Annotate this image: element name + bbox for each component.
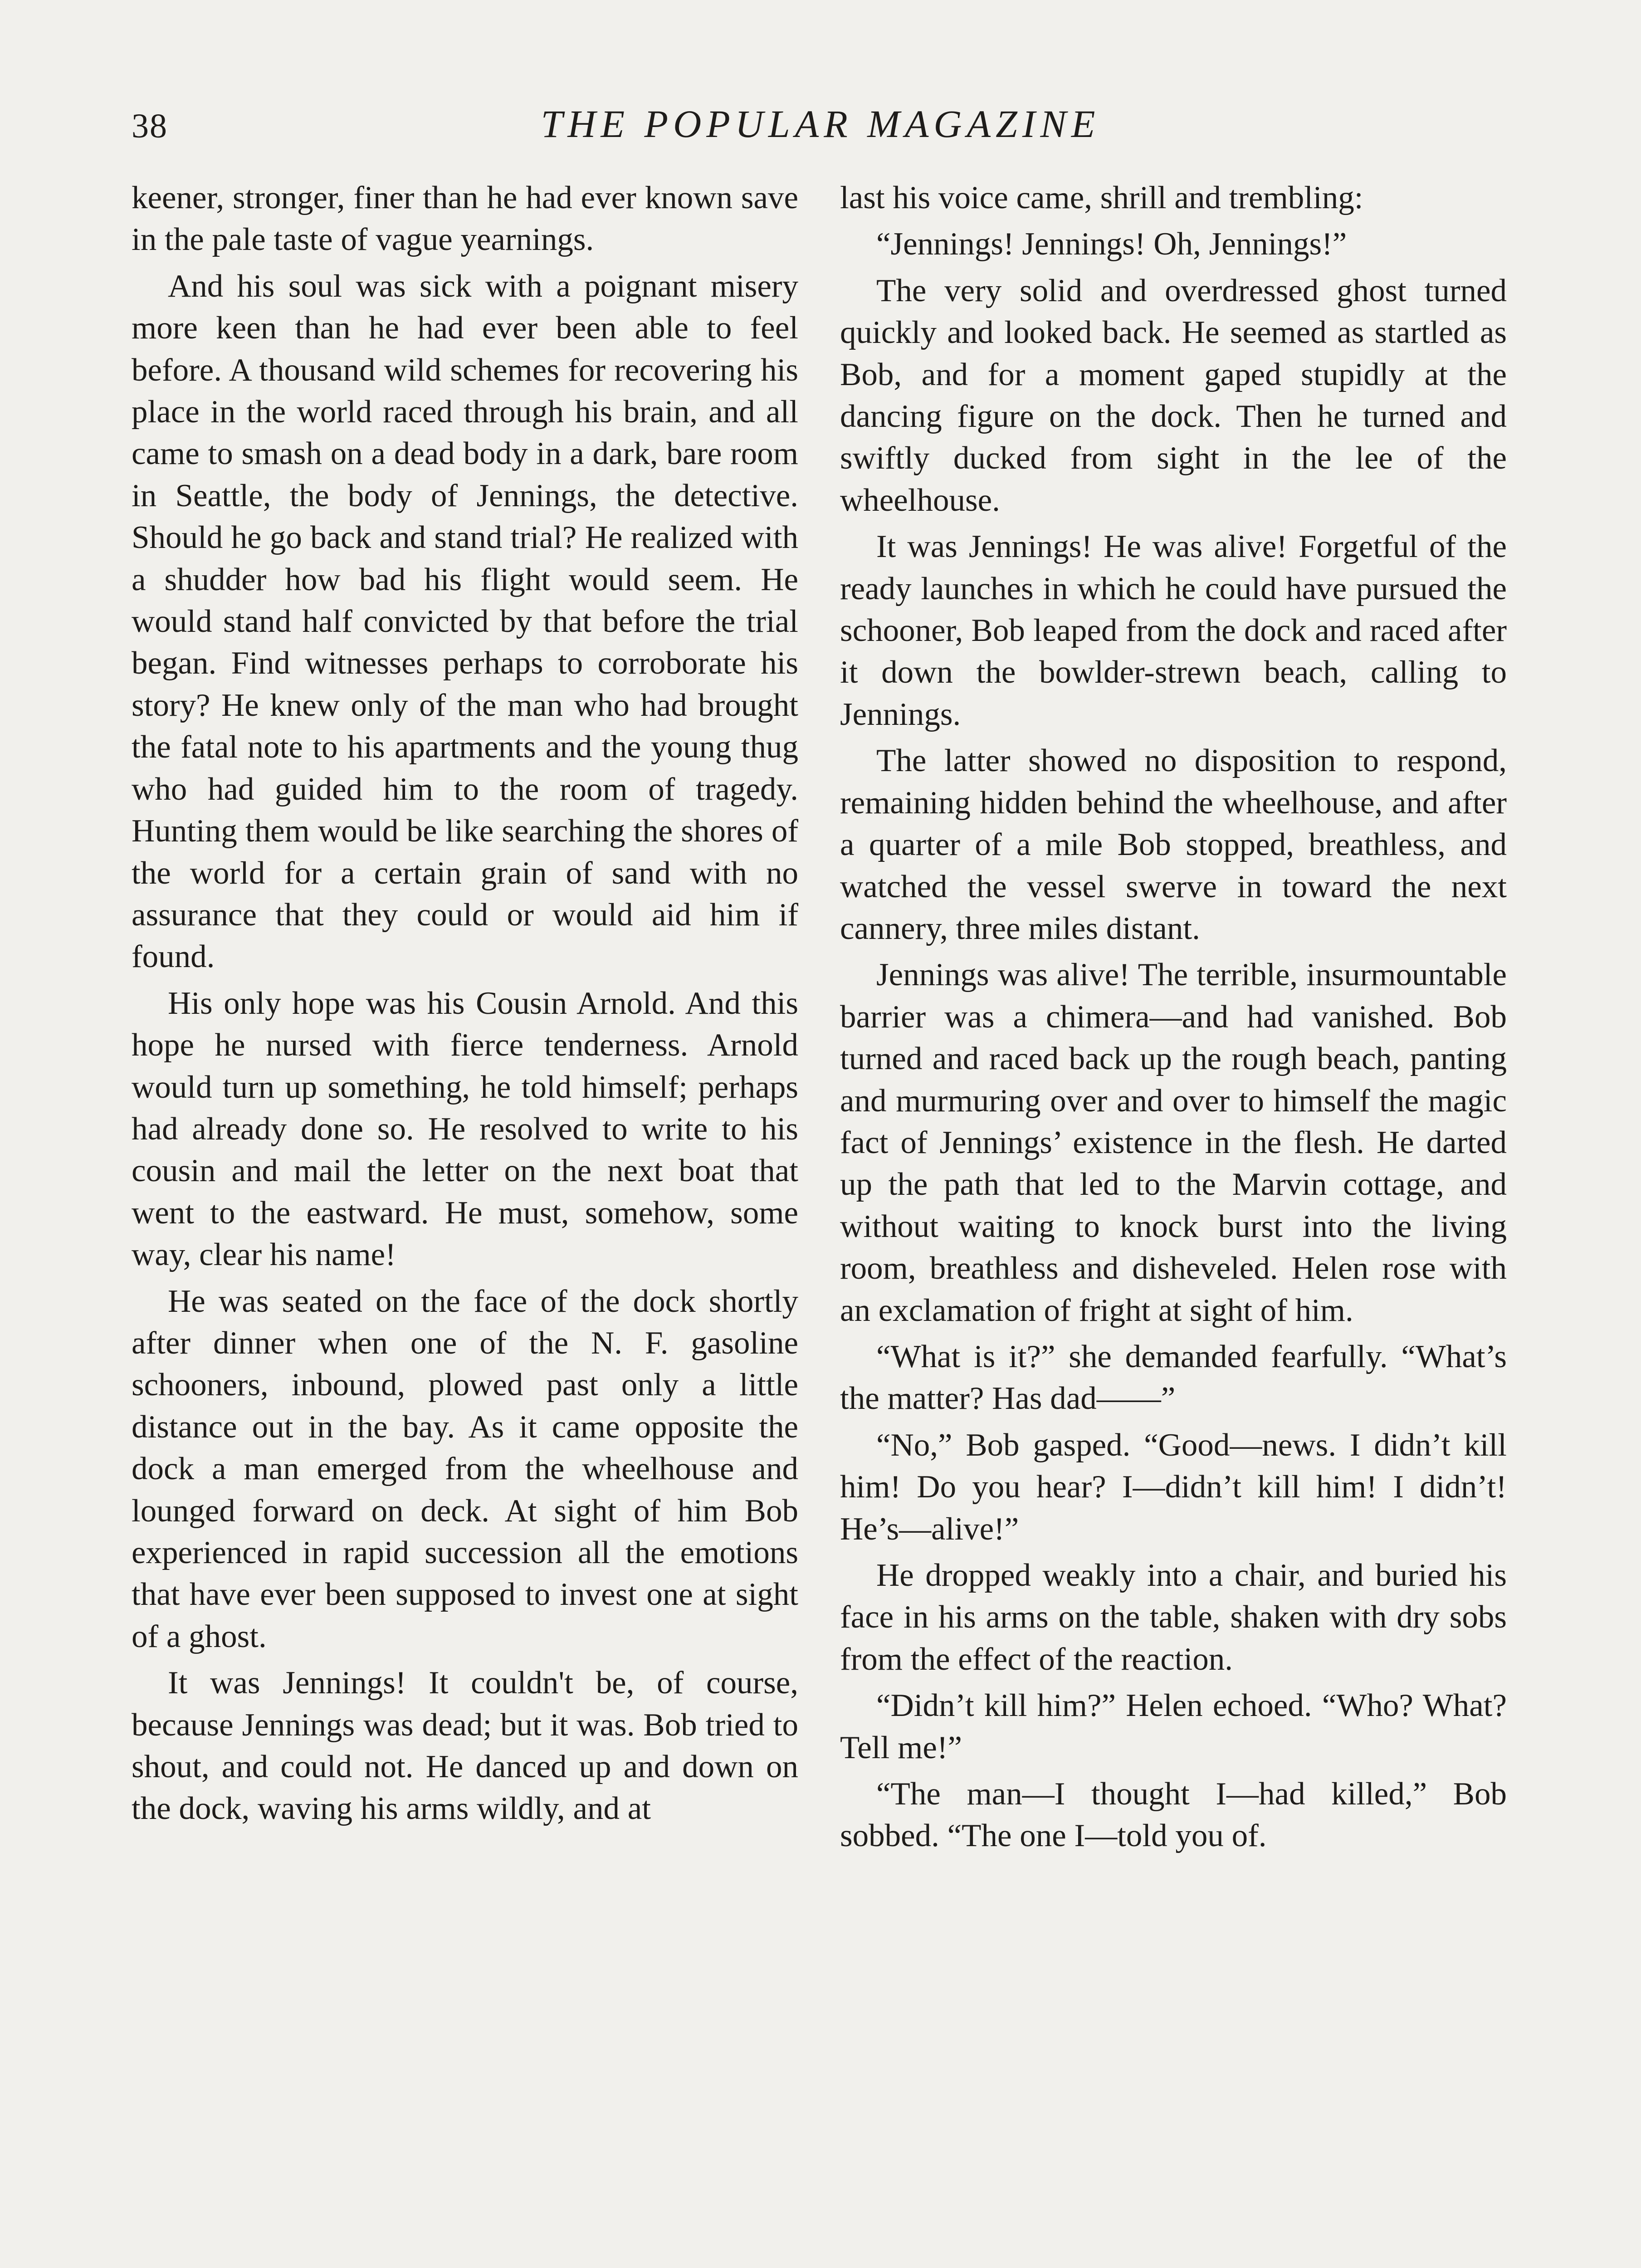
running-title: THE POPULAR MAGAZINE bbox=[541, 102, 1100, 146]
left-column bbox=[132, 177, 798, 1830]
paragraph: And his soul was sick with a poignant misery more keen than he had ever been able to feel before. A thousand wild schemes for recovering his place in the world raced through his brain, and all came to smash on a dead body in a dark, bare room in Seattle, the body of Jennings, the detective. Should he go back and stand trial? He realized with a shudder how bad his flight would seem. He would stand half convicted by that before the trial began. Find witnesses perhaps to corroborate his story? He knew only of the man who had brought the fatal note to his apartments and the young thug who had guided him to the room of tragedy. Hunting them would be like searching the shores of the world for a certain grain of sand with no assurance that they could or would aid him if found. bbox=[132, 268, 798, 975]
paragraph: “No,” Bob gasped. “Good—news. I didn’t kill him! Do you hear? I—didn’t kill him! I didn’t! He’s—alive!” bbox=[840, 1427, 1507, 1547]
paragraph: He was seated on the face of the dock shortly after dinner when one of the N. F. gasoline schooners, inbound, plowed past only a little distance out in the bay. As it came opposite the dock a man emerged from the wheelhouse and lounged forward on deck. At sight of him Bob experienced in rapid succession all the emotions that have ever been supposed to invest one at sight of a ghost. bbox=[132, 1283, 798, 1654]
right-column bbox=[840, 177, 1507, 1857]
paragraph: His only hope was his Cousin Arnold. And this hope he nursed with fierce tenderness. Arnold would turn up something, he told himself; perhaps had already done so. He resolved to write to his cousin and mail the letter on the next boat that went to the eastward. He must, somehow, some way, clear his name! bbox=[132, 985, 798, 1273]
paragraph: He dropped weakly into a chair, and buried his face in his arms on the table, shaken with dry sobs from the effect of the reaction. bbox=[840, 1558, 1507, 1677]
paragraph: “The man—I thought I—had killed,” Bob sobbed. “The one I—told you of. bbox=[840, 1776, 1507, 1854]
paragraph: keener, stronger, finer than he had ever known save in the pale taste of vague yearnings. bbox=[132, 180, 798, 258]
paragraph: It was Jennings! It couldn't be, of course, because Jennings was dead; but it was. Bob tried to shout, and could not. He danced up and down on the dock, waving his arms wildly, and at bbox=[132, 1665, 798, 1827]
paragraph: “Didn’t kill him?” Helen echoed. “Who? What? Tell me!” bbox=[840, 1688, 1507, 1765]
paragraph: last his voice came, shrill and trembling: bbox=[840, 180, 1363, 215]
paragraph: “What is it?” she demanded fearfully. “What’s the matter? Has dad——” bbox=[840, 1339, 1507, 1417]
paragraph: It was Jennings! He was alive! Forgetful of the ready launches in which he could have pursued the schooner, Bob leaped from the dock and raced after it down the bowlder-strewn beach, calling to Jennings. bbox=[840, 529, 1507, 732]
page-number: 38 bbox=[132, 107, 168, 145]
page-header bbox=[0, 98, 1641, 152]
paragraph: The very solid and overdressed ghost turned quickly and looked back. He seemed as startled as Bob, and for a moment gaped stupidly at the dancing figure on the dock. Then he turned and swiftly ducked from sight in the lee of the wheelhouse. bbox=[840, 273, 1507, 518]
paragraph: “Jennings! Jennings! Oh, Jennings!” bbox=[876, 226, 1347, 262]
paragraph: Jennings was alive! The terrible, insurmountable barrier was a chimera—and had vanished. Bob turned and raced back up the rough beach, panting and murmuring over and over to himself the magic fact of Jennings’ existence in the flesh. He darted up the path that led to the Marvin cottage, and without waiting to knock burst into the living room, breathless and disheveled. Helen rose with an exclamation of fright at sight of him. bbox=[840, 957, 1507, 1328]
paragraph: The latter showed no disposition to respond, remaining hidden behind the wheelhouse, and after a quarter of a mile Bob stopped, breathless, and watched the vessel swerve in toward the next cannery, three miles distant. bbox=[840, 743, 1507, 946]
